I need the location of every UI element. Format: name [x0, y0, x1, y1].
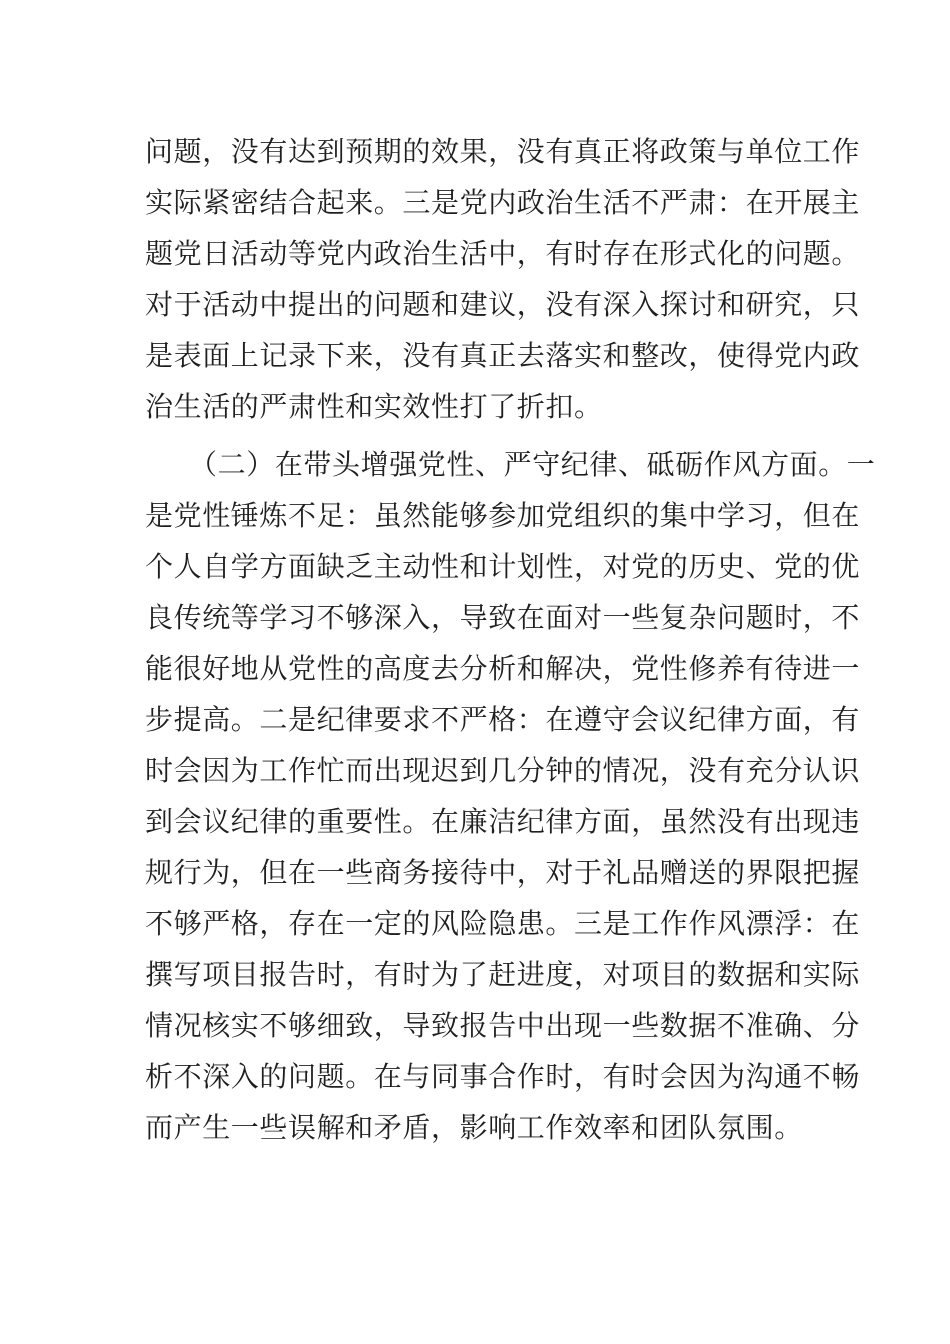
text-line: 情况核实不够细致，导致报告中出现一些数据不准确、分: [145, 1009, 861, 1042]
text-line: 治生活的严肃性和实效性打了折扣。: [145, 390, 603, 423]
text-line: 到会议纪律的重要性。在廉洁纪律方面，虽然没有出现违: [145, 805, 861, 838]
text-line: 是党性锤炼不足：虽然能够参加党组织的集中学习，但在: [145, 499, 861, 532]
text-line: 时会因为工作忙而出现迟到几分钟的情况，没有充分认识: [145, 754, 861, 787]
text-line: 对于活动中提出的问题和建议，没有深入探讨和研究，只: [145, 288, 861, 321]
text-line: 而产生一些误解和矛盾，影响工作效率和团队氛围。: [145, 1111, 803, 1144]
text-line: 实际紧密结合起来。三是党内政治生活不严肃：在开展主: [145, 186, 861, 219]
text-line: 个人自学方面缺乏主动性和计划性，对党的历史、党的优: [145, 550, 861, 583]
section-heading-line: （二）在带头增强党性、严守纪律、砥砺作风方面。一: [189, 448, 876, 481]
text-line: 问题，没有达到预期的效果，没有真正将政策与单位工作: [145, 135, 861, 168]
text-line: 是表面上记录下来，没有真正去落实和整改，使得党内政: [145, 339, 861, 372]
paragraph-1: [145, 126, 861, 432]
text-line: 规行为，但在一些商务接待中，对于礼品赠送的界限把握: [145, 856, 861, 889]
paragraph-2: [145, 439, 876, 1153]
text-line: 良传统等学习不够深入，导致在面对一些复杂问题时，不: [145, 601, 861, 634]
text-line: 能很好地从党性的高度去分析和解决，党性修养有待进一: [145, 652, 861, 685]
text-line: 题党日活动等党内政治生活中，有时存在形式化的问题。: [145, 237, 861, 270]
text-line: 不够严格，存在一定的风险隐患。三是工作作风漂浮：在: [145, 907, 861, 940]
text-line: 步提高。二是纪律要求不严格：在遵守会议纪律方面，有: [145, 703, 861, 736]
text-line: 析不深入的问题。在与同事合作时，有时会因为沟通不畅: [145, 1060, 861, 1093]
text-line: 撰写项目报告时，有时为了赶进度，对项目的数据和实际: [145, 958, 861, 991]
